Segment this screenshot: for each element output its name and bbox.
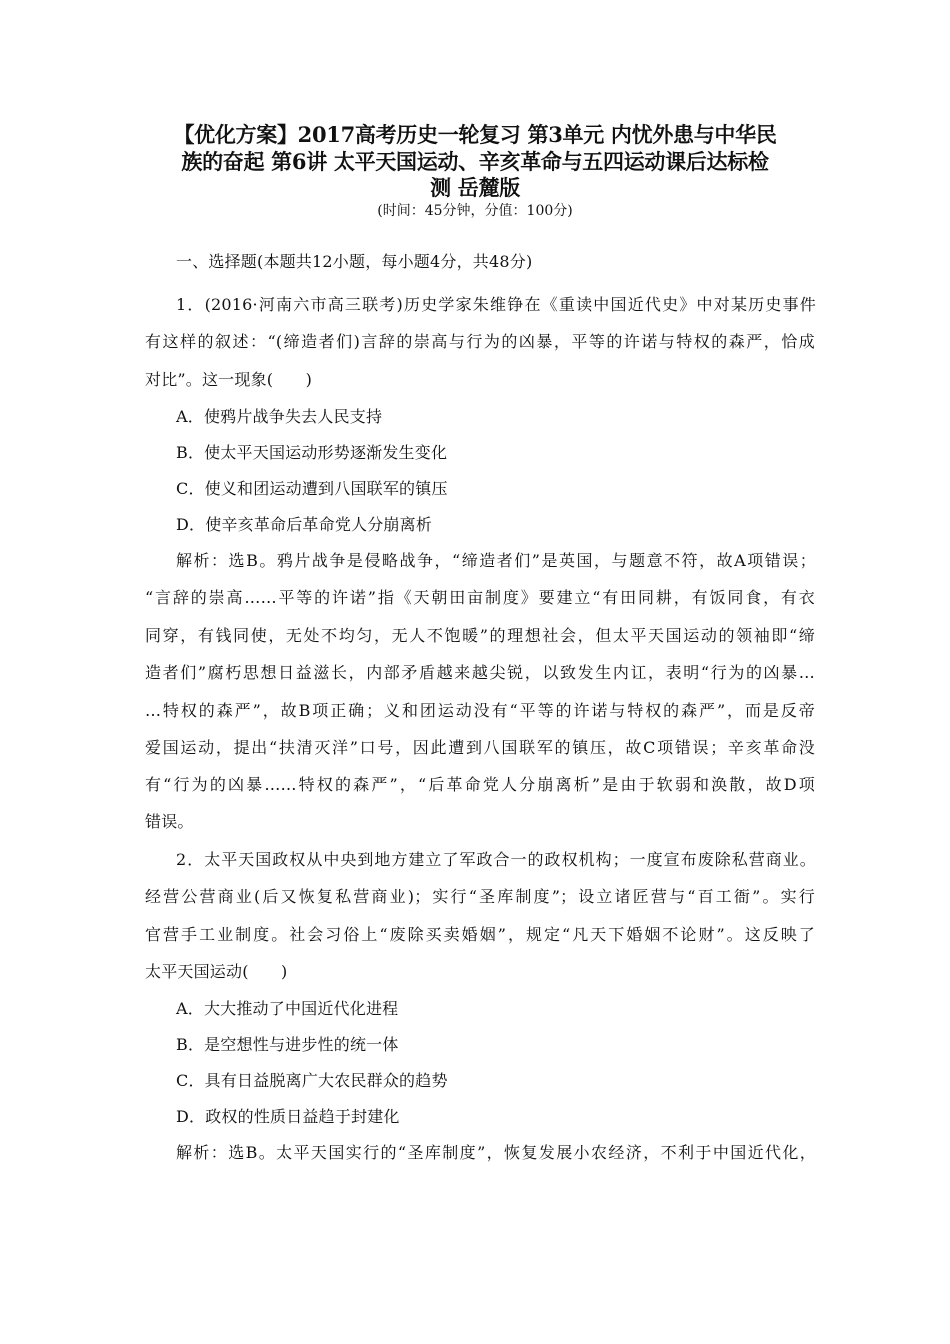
q1-option-c: C．使义和团运动遭到八国联军的镇压 [176, 479, 448, 498]
q1-analysis-line-8: 错误。 [145, 812, 194, 831]
section-heading: 一、选择题(本题共12小题，每小题4分，共48分) [176, 252, 533, 271]
q2-stem-line-4: 太平天国运动( ) [145, 962, 288, 981]
q1-analysis-line-4: 造者们”腐朽思想日益滋长，内部矛盾越来越尖锐，以致发生内讧，表明“行为的凶暴… [145, 663, 815, 682]
q2-option-d: D．政权的性质日益趋于封建化 [176, 1107, 400, 1126]
q1-option-a: A．使鸦片战争失去人民支持 [176, 407, 383, 426]
q2-stem-line-3: 官营手工业制度。社会习俗上“废除买卖婚姻”，规定“凡天下婚姻不论财”。这反映了 [145, 925, 815, 944]
document-title-line-1: 【优化方案】2017高考历史一轮复习 第3单元 内忧外患与中华民 [173, 122, 777, 147]
q1-analysis-line-1: 解析：选B。鸦片战争是侵略战争，“缔造者们”是英国，与题意不符，故A项错误； [176, 551, 816, 570]
q1-option-d: D．使辛亥革命后革命党人分崩离析 [176, 515, 433, 534]
document-title-line-2: 族的奋起 第6讲 太平天国运动、辛亥革命与五四运动课后达标检 [181, 149, 769, 174]
q1-stem-line-2: 有这样的叙述：“(缔造者们)言辞的崇高与行为的凶暴，平等的许诺与特权的森严，恰成 [145, 332, 815, 351]
q1-stem-line-3: 对比”。这一现象( ) [145, 370, 313, 389]
q2-stem-line-2: 经营公营商业(后又恢复私营商业)；实行“圣库制度”；设立诸匠营与“百工衙”。实行 [145, 887, 815, 906]
q1-analysis-line-3: 同穿，有钱同使，无处不均匀，无人不饱暖”的理想社会，但太平天国运动的领袖即“缔 [145, 626, 815, 645]
q2-option-b: B．是空想性与进步性的统一体 [176, 1035, 399, 1054]
q1-analysis-line-2: “言辞的崇高……平等的许诺”指《天朝田亩制度》要建立“有田同耕，有饭同食，有衣 [145, 588, 815, 607]
q2-option-c: C．具有日益脱离广大农民群众的趋势 [176, 1071, 448, 1090]
q1-option-b: B．使太平天国运动形势逐渐发生变化 [176, 443, 448, 462]
document-title-line-3: 测 岳麓版 [430, 175, 520, 200]
q1-analysis-line-6: 爱国运动，提出“扶清灭洋”口号，因此遭到八国联军的镇压，故C项错误；辛亥革命没 [145, 738, 815, 757]
q1-stem-line-1: 1．(2016·河南六市高三联考)历史学家朱维铮在《重读中国近代史》中对某历史事件 [176, 295, 816, 314]
q1-analysis-line-7: 有“行为的凶暴……特权的森严”，“后革命党人分崩离析”是由于软弱和涣散，故D项 [145, 775, 815, 794]
q1-analysis-line-5: …特权的森严”，故B项正确；义和团运动没有“平等的许诺与特权的森严”，而是反帝 [145, 701, 815, 720]
q2-stem-line-1: 2．太平天国政权从中央到地方建立了军政合一的政权机构；一度宣布废除私营商业。 [176, 850, 816, 869]
time-and-score: (时间：45分钟，分值：100分) [377, 203, 573, 219]
q2-analysis-line-1: 解析：选B。太平天国实行的“圣库制度”，恢复发展小农经济，不利于中国近代化， [176, 1143, 816, 1162]
q2-option-a: A．大大推动了中国近代化进程 [176, 999, 399, 1018]
